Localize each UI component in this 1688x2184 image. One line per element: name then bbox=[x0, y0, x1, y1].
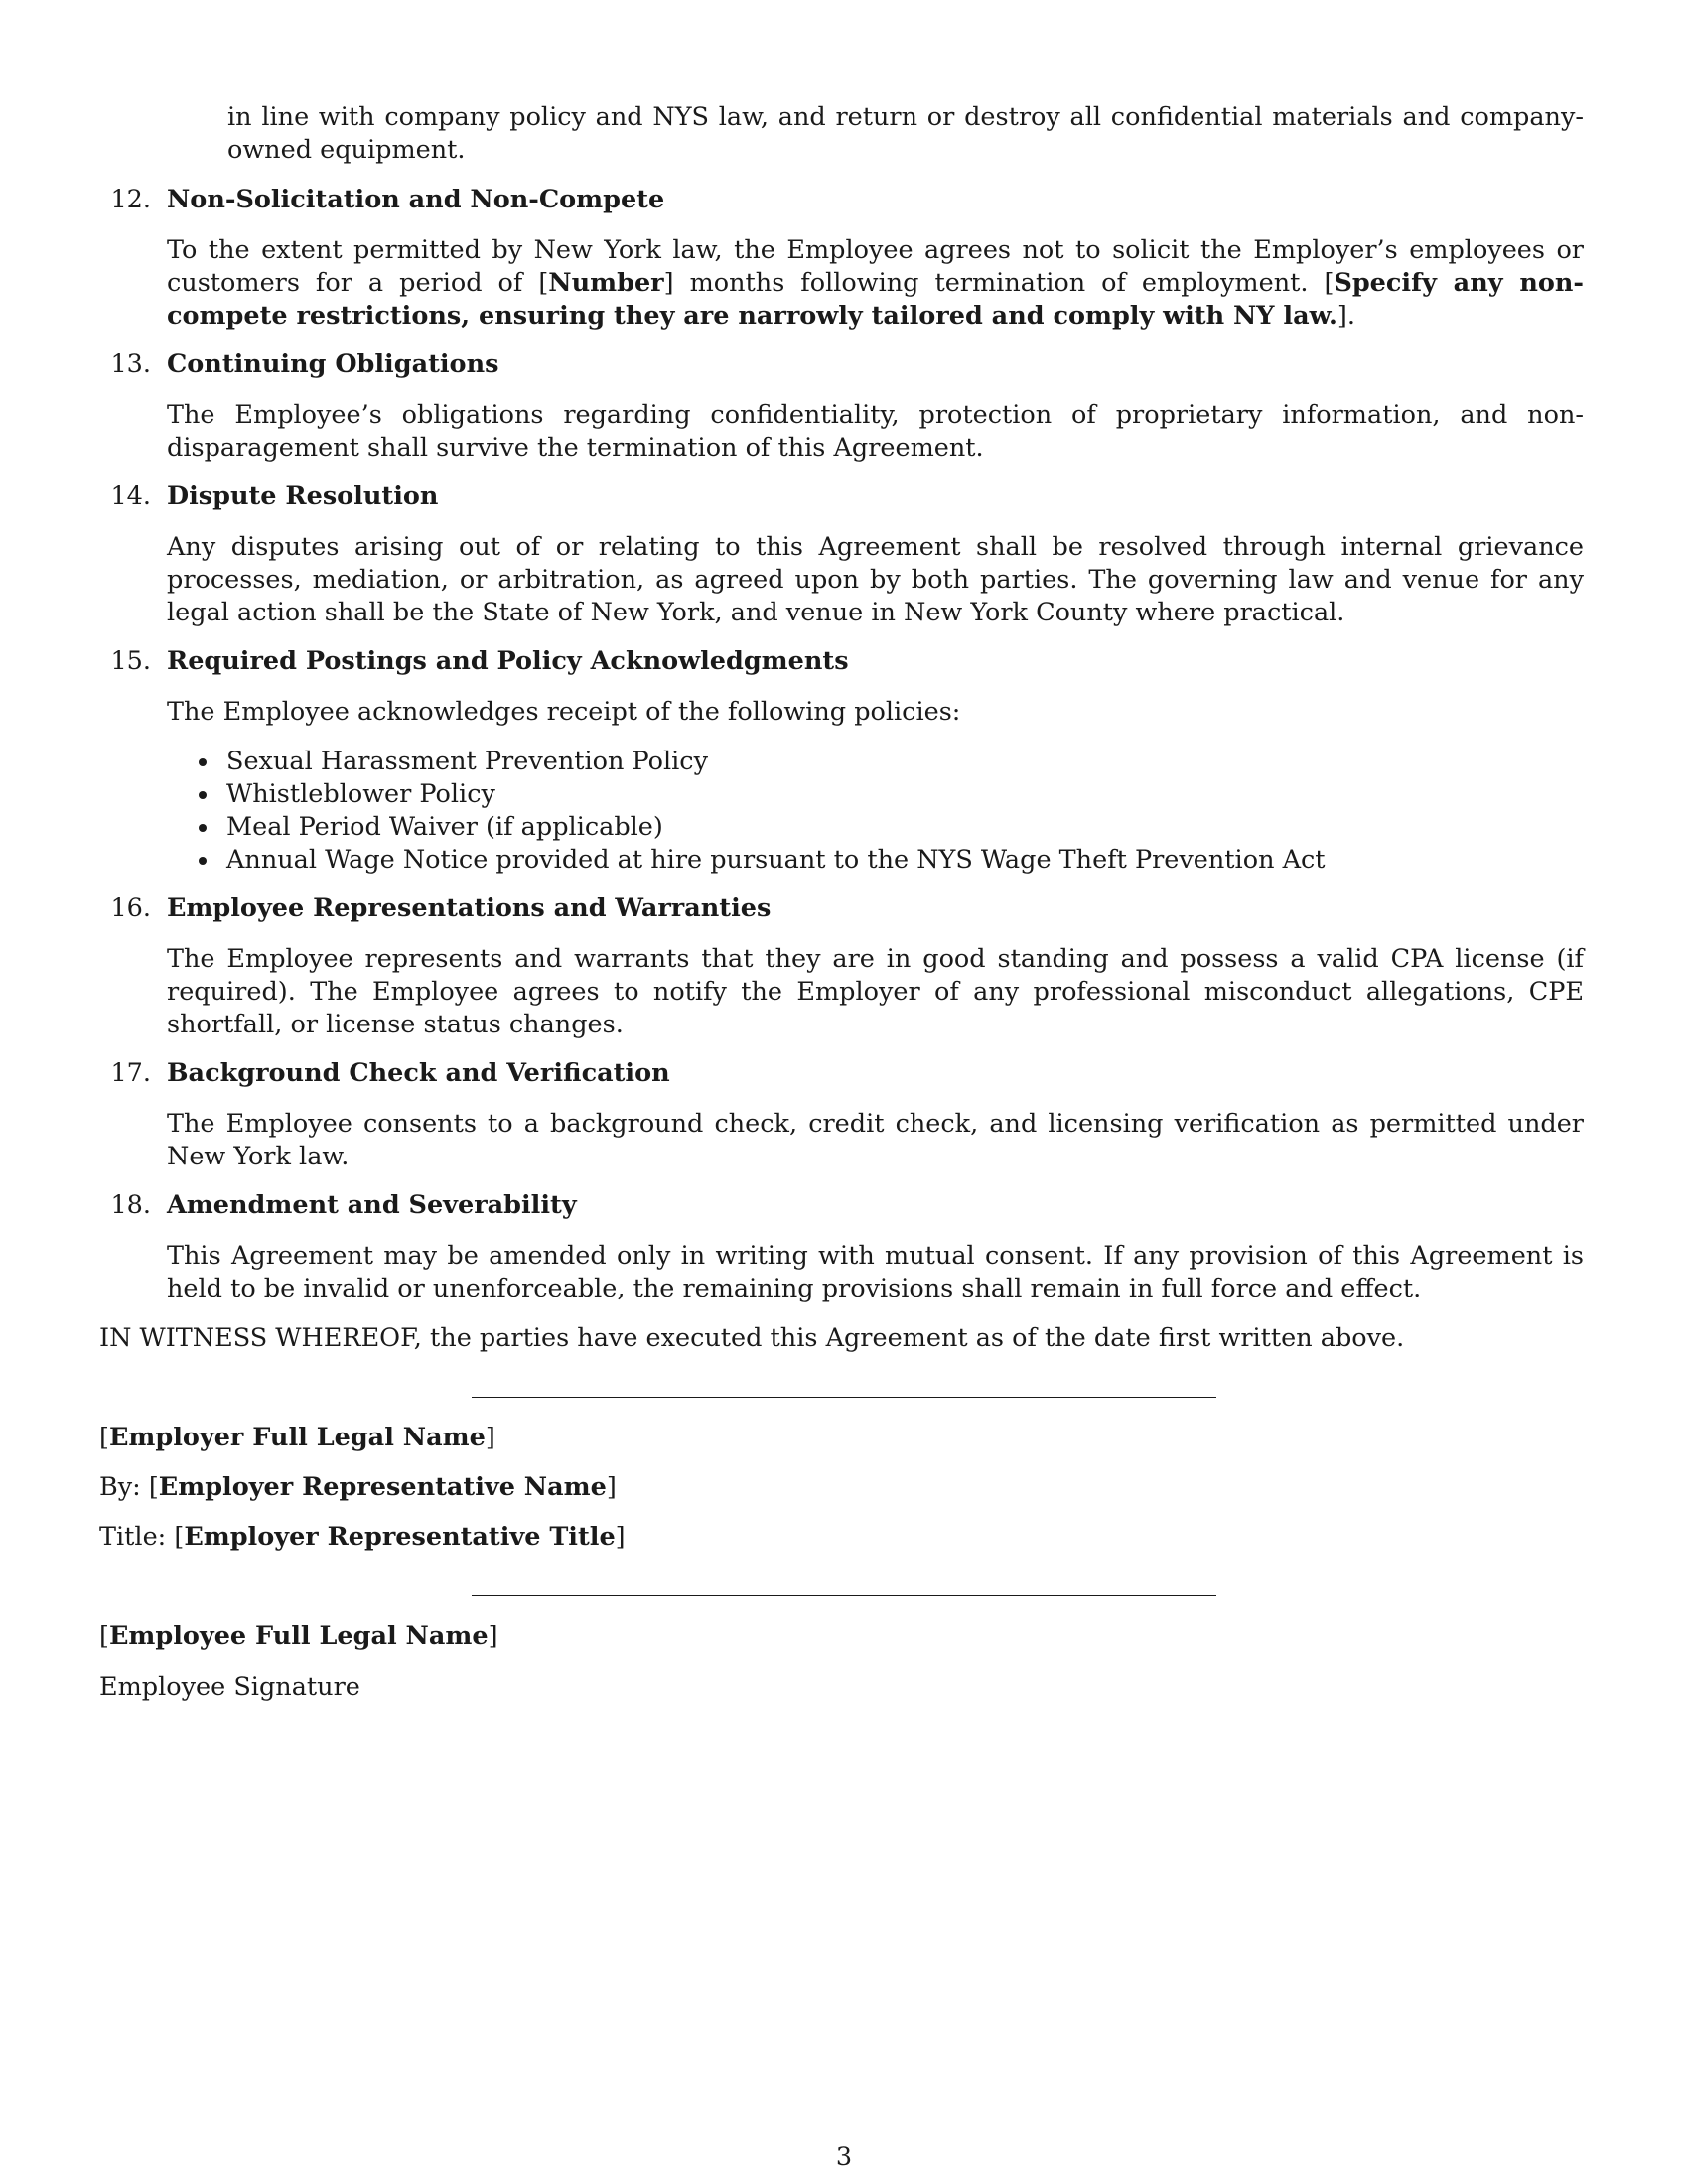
list-item: Meal Period Waiver (if applicable) bbox=[167, 811, 1584, 844]
section-body: To the extent permitted by New York law, the Employee agrees not to solicit the Employer’s employees or customers for a period of [Number] months following termination of employment. [Specify any non-compete restrictions, ensuring they are narrowly tailored and comply with NY law.]. bbox=[167, 235, 1584, 331]
by-label: By: bbox=[99, 1472, 149, 1502]
section-body: Any disputes arising out of or relating to this Agreement shall be resolved through internal grievance processes, mediation, or arbitration, as agreed upon by both parties. The governing law and venue for any legal action shall be the State of New York, and venue in New York County where practical. bbox=[167, 532, 1584, 627]
list-item: Whistleblower Policy bbox=[167, 778, 1584, 811]
section-number: 16. bbox=[110, 893, 151, 923]
employee-signature-label: Employee Signature bbox=[99, 1672, 360, 1702]
employee-name: [Employee Full Legal Name] bbox=[99, 1621, 498, 1651]
title-label: Title: bbox=[99, 1522, 175, 1552]
rep-title-placeholder: Employer Representative Title bbox=[184, 1522, 616, 1552]
placeholder-number: Number bbox=[548, 268, 664, 298]
section-body: The Employee’s obligations regarding confidentiality, protection of proprietary information, and non-disparagement shall survive the termination of this Agreement. bbox=[167, 400, 1584, 463]
page-number: 3 bbox=[835, 2142, 853, 2172]
rep-name-placeholder: Employer Representative Name bbox=[158, 1472, 607, 1502]
section-body: The Employee consents to a background check, credit check, and licensing verification as permitted under New York law. bbox=[167, 1109, 1584, 1171]
policy-list bbox=[167, 746, 1584, 877]
section-heading: Required Postings and Policy Acknowledgments bbox=[167, 646, 849, 676]
placeholder-noncompete: Specify any non-compete restrictions, ensuring they are narrowly tailored and comply with NY law. bbox=[167, 268, 1584, 331]
employee-name-placeholder: Employee Full Legal Name bbox=[108, 1621, 489, 1651]
section-heading: Amendment and Severability bbox=[167, 1190, 577, 1220]
section-body: The Employee acknowledges receipt of the following policies: bbox=[167, 697, 961, 727]
employee-signature-line bbox=[472, 1595, 1216, 1596]
section-number: 18. bbox=[110, 1190, 151, 1220]
section-number: 13. bbox=[110, 349, 151, 379]
section-number: 12. bbox=[110, 185, 151, 214]
section-number: 17. bbox=[110, 1058, 151, 1088]
employer-rep-name: By: [Employer Representative Name] bbox=[99, 1472, 617, 1502]
body-text: months following termination of employment. bbox=[673, 268, 1325, 298]
section-body: This Agreement may be amended only in writing with mutual consent. If any provision of this Agreement is held to be invalid or unenforceable, the remaining provisions shall remain in full force and effect. bbox=[167, 1241, 1584, 1303]
employer-signature-line bbox=[472, 1397, 1216, 1398]
list-item: Annual Wage Notice provided at hire pursuant to the NYS Wage Theft Prevention Act bbox=[167, 844, 1584, 877]
body-text: To the extent permitted by New York law, the Employee agrees not to solicit the Employer’s employees or customers for a period of bbox=[167, 235, 1584, 298]
section-number: 14. bbox=[110, 481, 151, 511]
list-item: Sexual Harassment Prevention Policy bbox=[167, 746, 1584, 778]
section-body: The Employee represents and warrants that they are in good standing and possess a valid CPA license (if required). The Employee agrees to notify the Employer of any professional misconduct allegations, CPE shortfall, or license status changes. bbox=[167, 944, 1584, 1039]
witness-statement: IN WITNESS WHEREOF, the parties have executed this Agreement as of the date first written above. bbox=[99, 1323, 1405, 1353]
section-heading: Dispute Resolution bbox=[167, 481, 439, 511]
employer-name: [Employer Full Legal Name] bbox=[99, 1423, 495, 1452]
employer-rep-title: Title: [Employer Representative Title] bbox=[99, 1522, 626, 1552]
employer-name-placeholder: Employer Full Legal Name bbox=[108, 1423, 486, 1452]
section-heading: Continuing Obligations bbox=[167, 349, 499, 379]
section-heading: Background Check and Verification bbox=[167, 1058, 670, 1088]
section-heading: Non-Solicitation and Non-Compete bbox=[167, 185, 665, 214]
body-text: . bbox=[1346, 301, 1355, 331]
section-number: 15. bbox=[110, 646, 151, 676]
continuation-paragraph: in line with company policy and NYS law, and return or destroy all confidential materials and company-owned equipment. bbox=[227, 102, 1584, 165]
section-heading: Employee Representations and Warranties bbox=[167, 893, 772, 923]
